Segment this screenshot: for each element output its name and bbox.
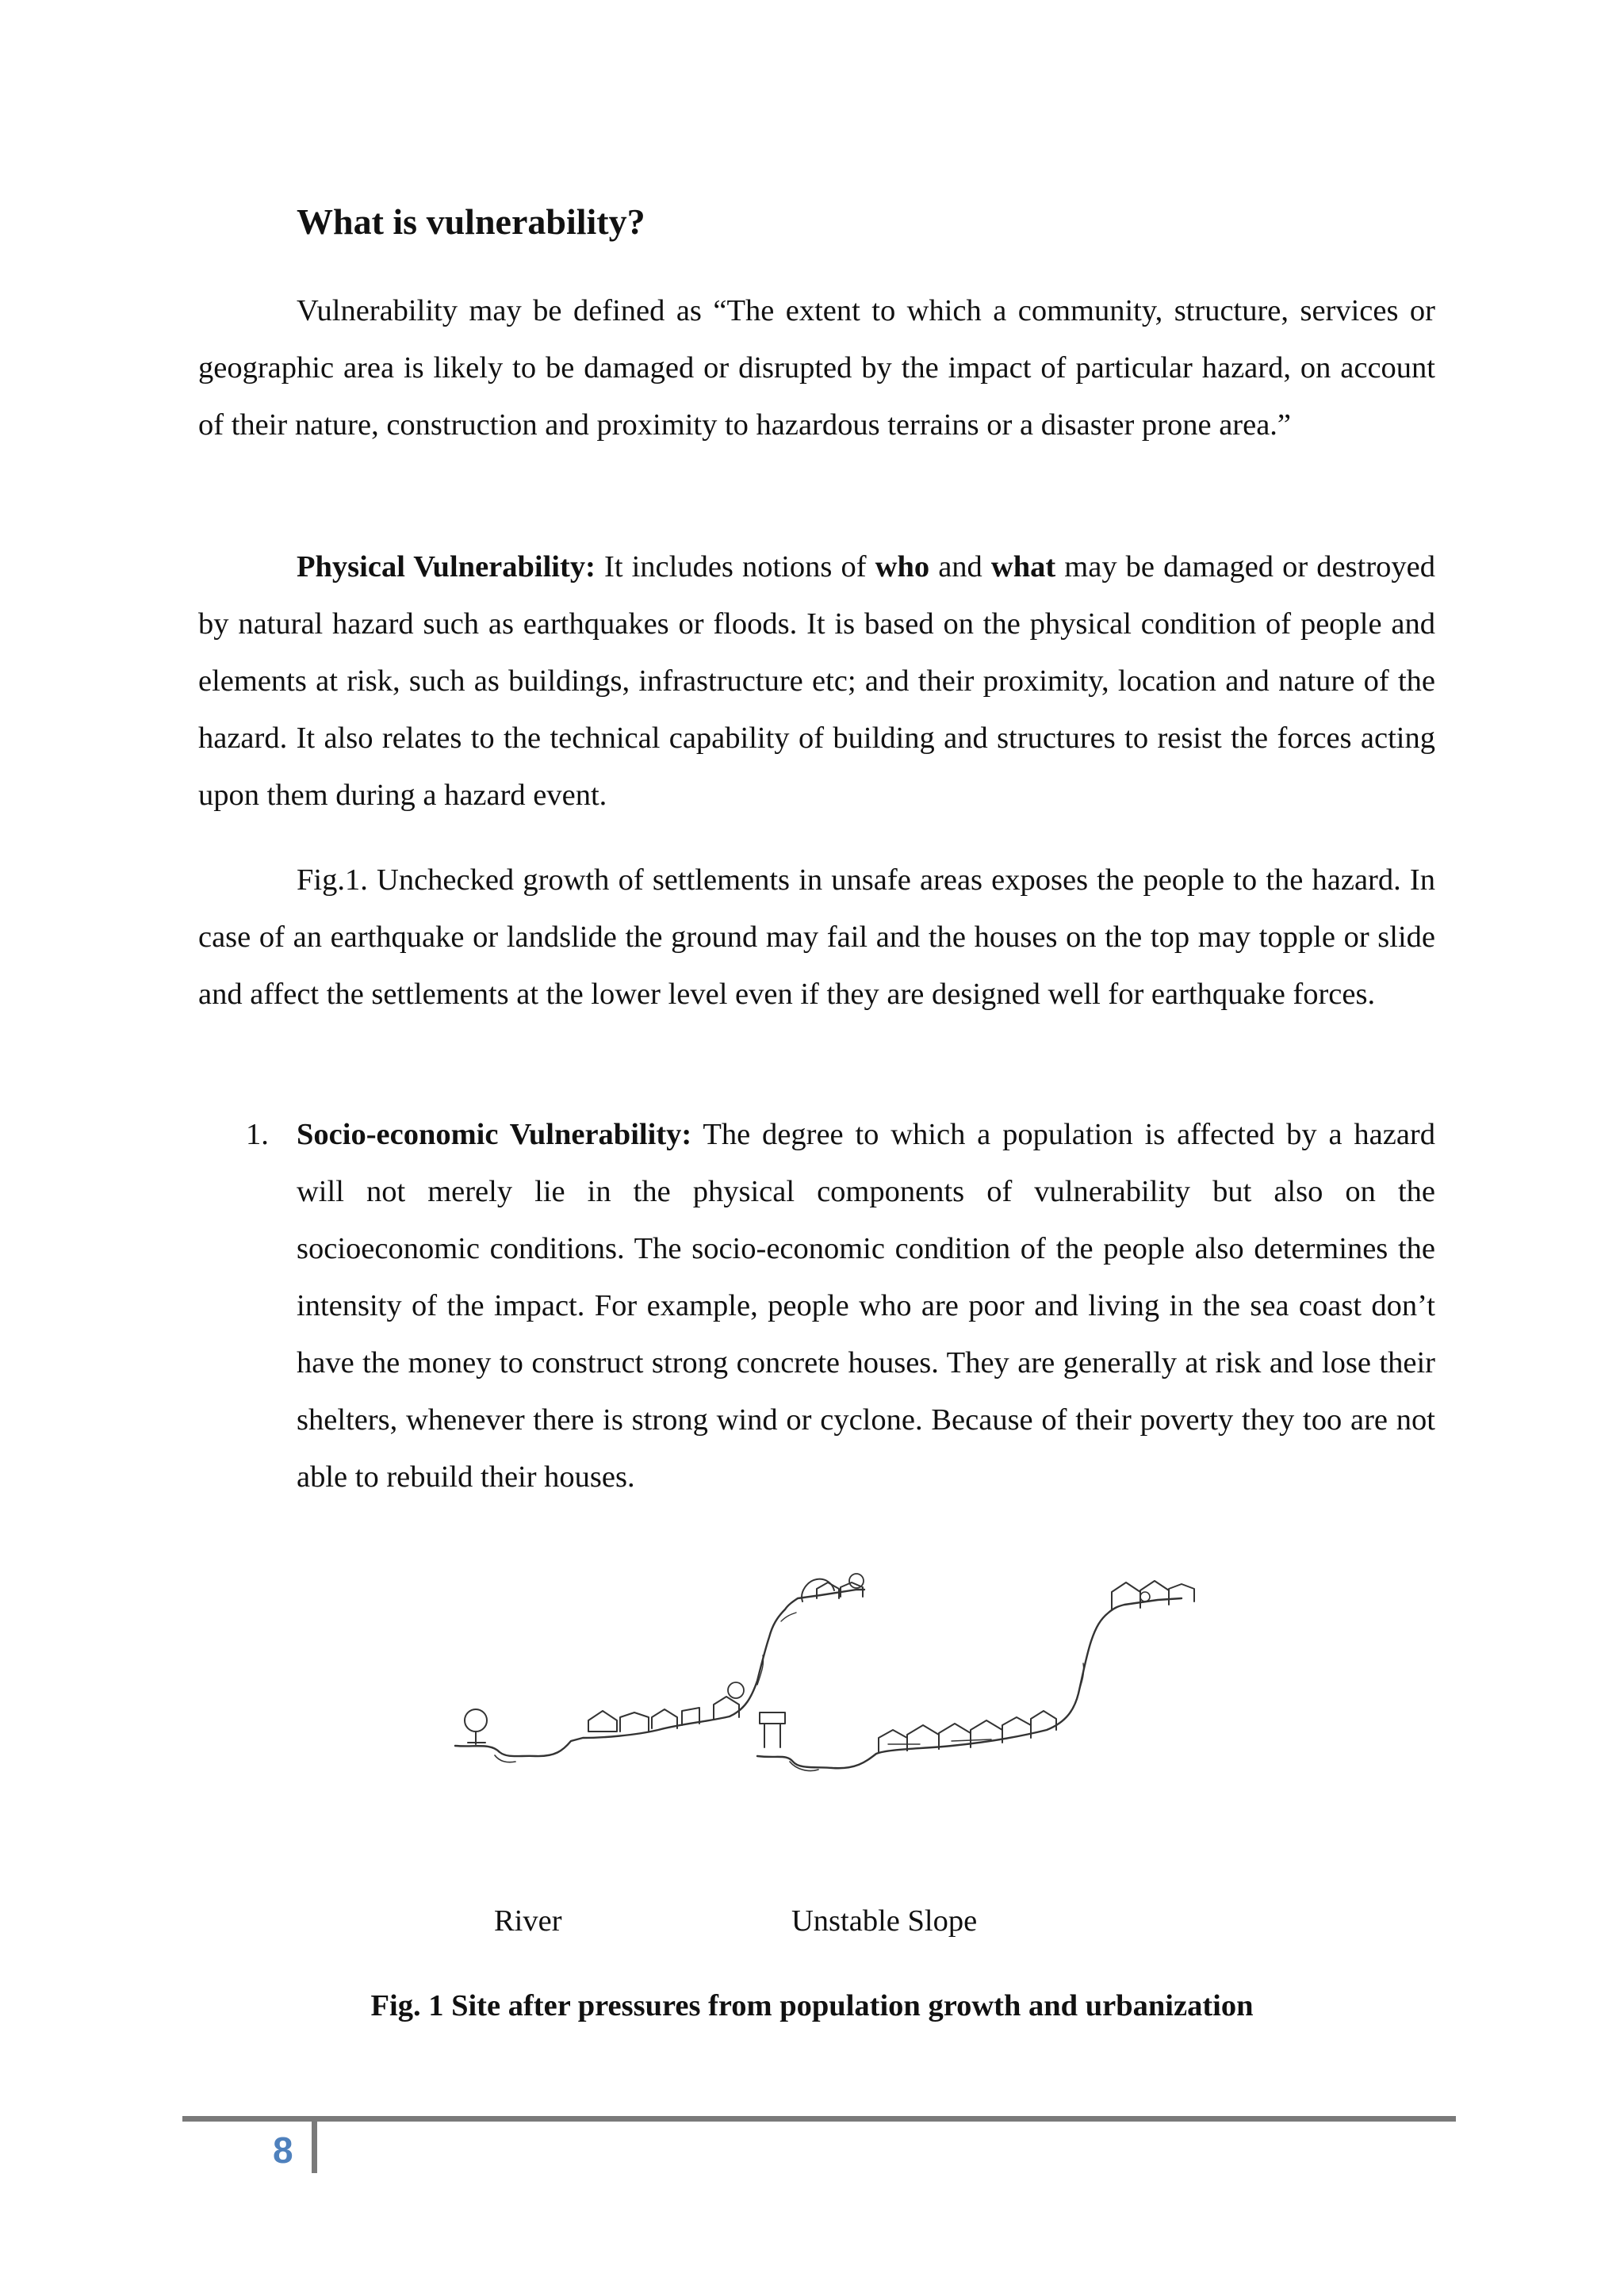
page-number: 8 [273,2130,293,2171]
definition-paragraph [198,282,1435,453]
river-label: River [494,1904,562,1938]
figure-caption: Fig. 1 Site after pressures from population growth and urbanization [370,1989,1254,2022]
list-item-text: The degree to which a population is affected by a hazard will not merely lie in the physical components of vulnerability but also on the socioeconomic conditions. The socio-economic condition of the people also determines the intensity of the impact. For example, people who are poor and living in the sea coast don’t have the money to construct strong concrete houses. They are generally at risk and lose their shelters, whenever there is strong wind or cyclone. Because of their poverty they too are not able to rebuild their houses. [297,1118,1436,1494]
figure-description-text: Fig.1. Unchecked growth of settlements in unsafe areas exposes the people to the hazard. In case of an earthquake or landslide the ground may fail and the houses on the top may topple or slide and affect the settlements at the lower level even if they are designed well for earthquake forces. [198,863,1435,1011]
numbered-list [198,1106,1435,1506]
socio-economic-term: Socio-economic Vulnerability: [297,1118,692,1151]
figure-description-paragraph [198,851,1435,1023]
right-terrain-sketch [757,1581,1194,1771]
definition-text: Vulnerability may be defined as “The extent to which a community, structure, services or geographic area is likely to be damaged or disrupted by the impact of particular hazard, on account of their nature, construction and proximity to hazardous terrains or a disaster prone area.” [198,294,1435,442]
list-number: 1. [246,1118,269,1151]
paragraph-text: may be damaged or destroyed by natural hazard such as earthquakes or floods. It is based on the physical condition of people and elements at risk, such as buildings, infrastructure etc; and their proximity, location and nature of the hazard. It also relates to the technical capability of building and structures to resist the forces acting upon them during a hazard event. [198,550,1435,812]
left-terrain-sketch [455,1574,864,1762]
paragraph-text: and [929,550,991,584]
list-item [198,1106,1435,1506]
paragraph-text: It includes notions of [595,550,875,584]
physical-vulnerability-term: Physical Vulnerability: [297,550,596,584]
unstable-slope-label: Unstable Slope [791,1904,978,1938]
section-heading: What is vulnerability? [297,201,645,242]
footer-rule [182,2116,1456,2122]
physical-vulnerability-paragraph [198,538,1435,824]
bold-who: who [875,550,930,584]
settlement-sketch-figure [444,1554,1205,1847]
bold-what: what [990,550,1056,584]
footer-divider [312,2116,317,2173]
